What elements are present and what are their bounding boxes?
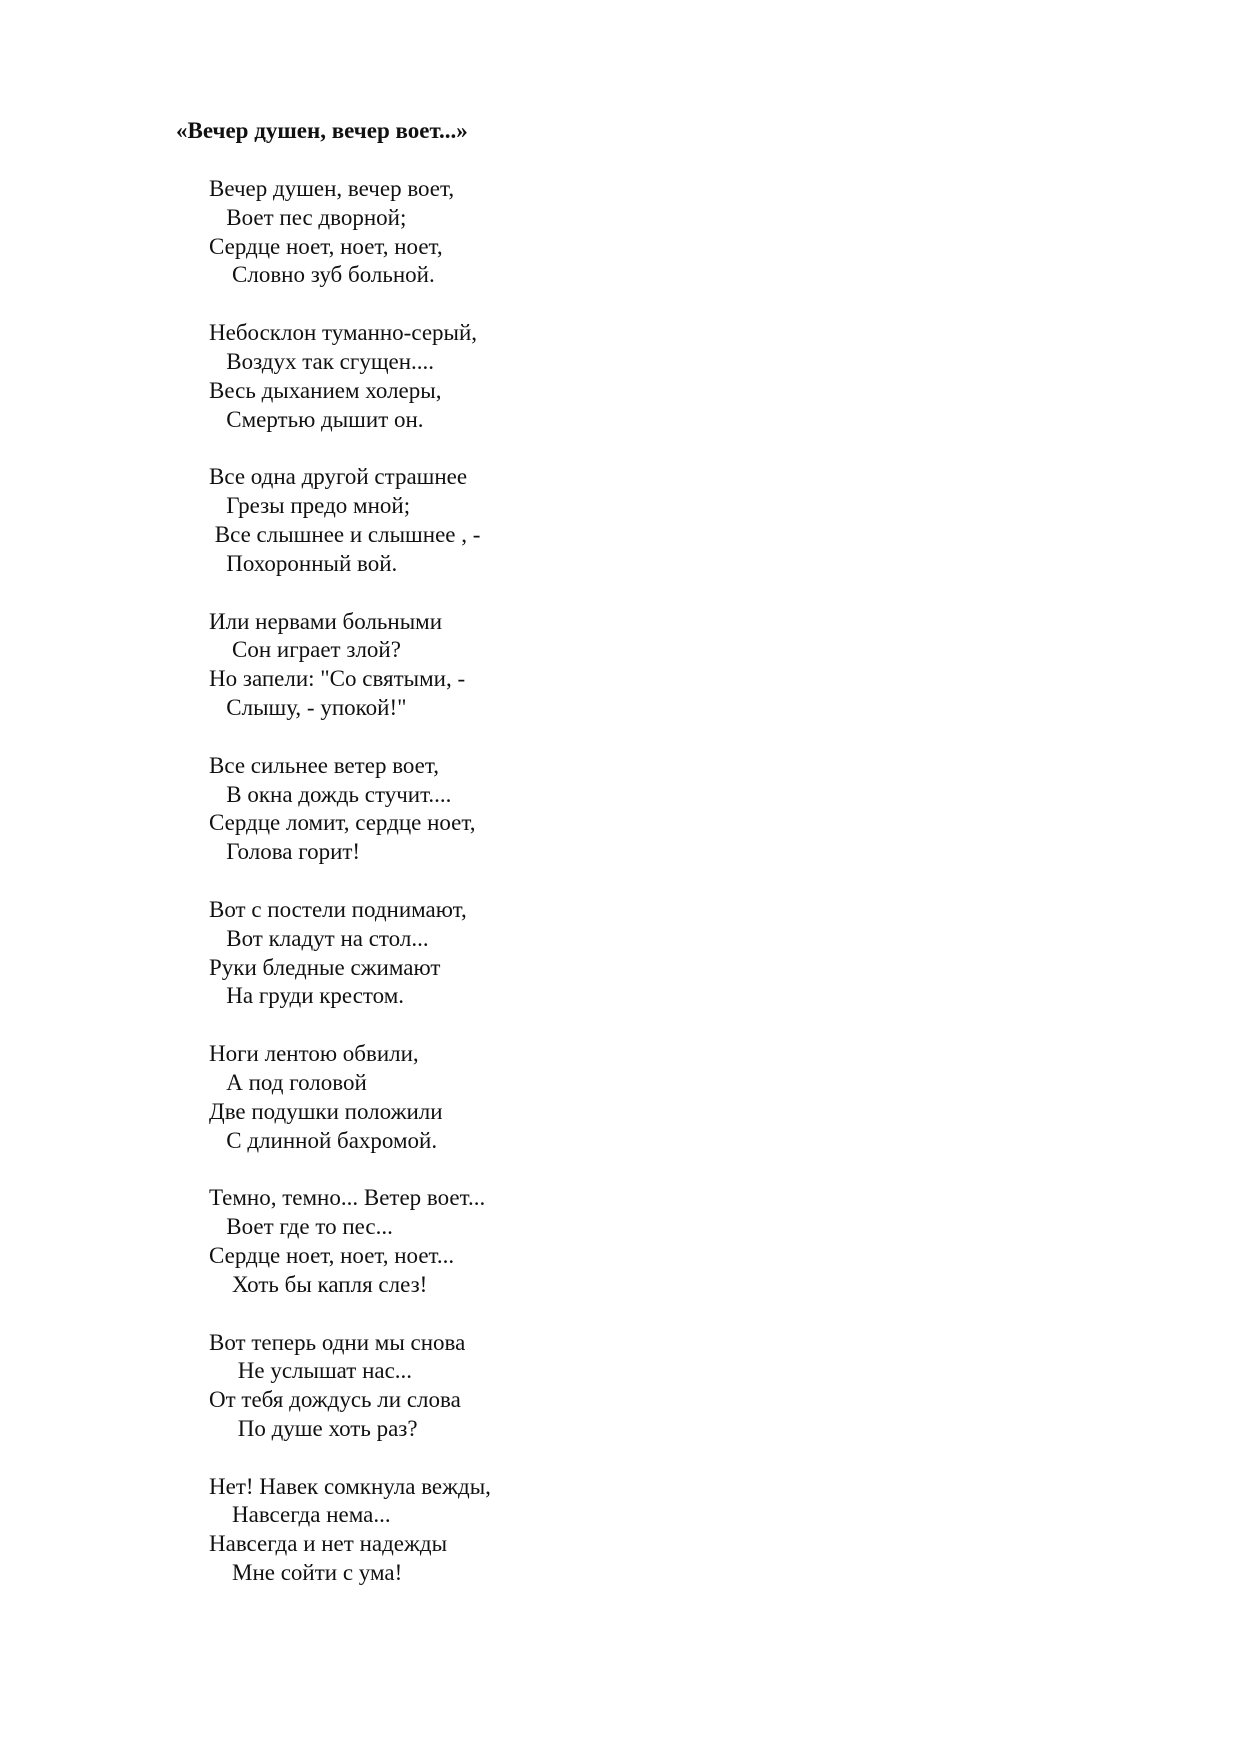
poem-line: Грезы предо мной; [209,493,411,519]
poem-line: Похоронный вой. [209,550,398,576]
stanza-4 [209,608,491,723]
poem-line: Навсегда и нет надежды [209,1531,448,1557]
stanza-1 [209,175,491,290]
poem-line: Нет! Навек сомкнула вежды, [209,1473,491,1499]
stanza-8 [209,1184,491,1299]
stanza-5 [209,752,491,867]
stanza-3 [209,463,491,578]
poem-line: Мне сойти с ума! [209,1560,403,1586]
poem-line: Вот кладут на стол... [209,925,429,951]
poem-line: С длинной бахромой. [209,1127,438,1153]
poem-line: Вот теперь одни мы снова [209,1329,466,1355]
poem-line: Словно зуб больной. [209,262,435,288]
poem-line: Все сильнее ветер воет, [209,752,439,778]
poem-line: Голова горит! [209,839,361,865]
poem-line: Воздух так сгущен.... [209,348,435,374]
stanza-10 [209,1473,491,1588]
poem-line: Вечер душен, вечер воет, [209,176,455,201]
poem-line: Слышу, - упокой!" [209,694,407,720]
poem-line: Вот с постели поднимают, [209,896,467,922]
poem-line: Темно, темно... Ветер воет... [209,1185,486,1211]
poem-line: Небосклон туманно-серый, [209,320,478,346]
poem-line: Сердце ноет, ноет, ноет, [209,233,443,259]
poem-line: Ноги лентою обвили, [209,1041,419,1067]
poem-line: Сердце ломит, сердце ноет, [209,810,476,836]
poem-line: От тебя дождусь ли слова [209,1387,461,1413]
poem-line: Смертью дышит он. [209,406,424,432]
stanza-6 [209,896,491,1011]
poem-line: Все одна другой страшнее [209,464,468,490]
poem-body [209,175,491,1617]
poem-line: Руки бледные сжимают [209,954,441,980]
poem-line: В окна дождь стучит.... [209,781,452,807]
poem-title: «Вечер душен, вечер воет...» [176,118,468,143]
poem-line: По душе хоть раз? [209,1415,418,1441]
poem-line: Все слышнее и слышнее , - [209,521,481,547]
poem-line: Воет где то пес... [209,1214,393,1240]
stanza-7 [209,1040,491,1155]
poem-line: Навсегда нема... [209,1502,391,1528]
poem-line: Весь дыханием холеры, [209,377,442,403]
poem-line: На груди крестом. [209,983,405,1009]
stanza-9 [209,1329,491,1444]
poem-line: Не услышат нас... [209,1358,413,1384]
poem-line: Или нервами больными [209,608,443,634]
poem-line: Две подушки положили [209,1098,443,1124]
poem-line: А под головой [209,1069,367,1095]
stanza-2 [209,319,491,434]
poem-line: Воет пес дворной; [209,204,407,230]
poem-line: Сердце ноет, ноет, ноет... [209,1242,455,1268]
poem-line: Хоть бы капля слез! [209,1271,428,1297]
poem-line: Сон играет злой? [209,637,401,663]
poem-line: Но запели: "Со святыми, - [209,666,466,692]
